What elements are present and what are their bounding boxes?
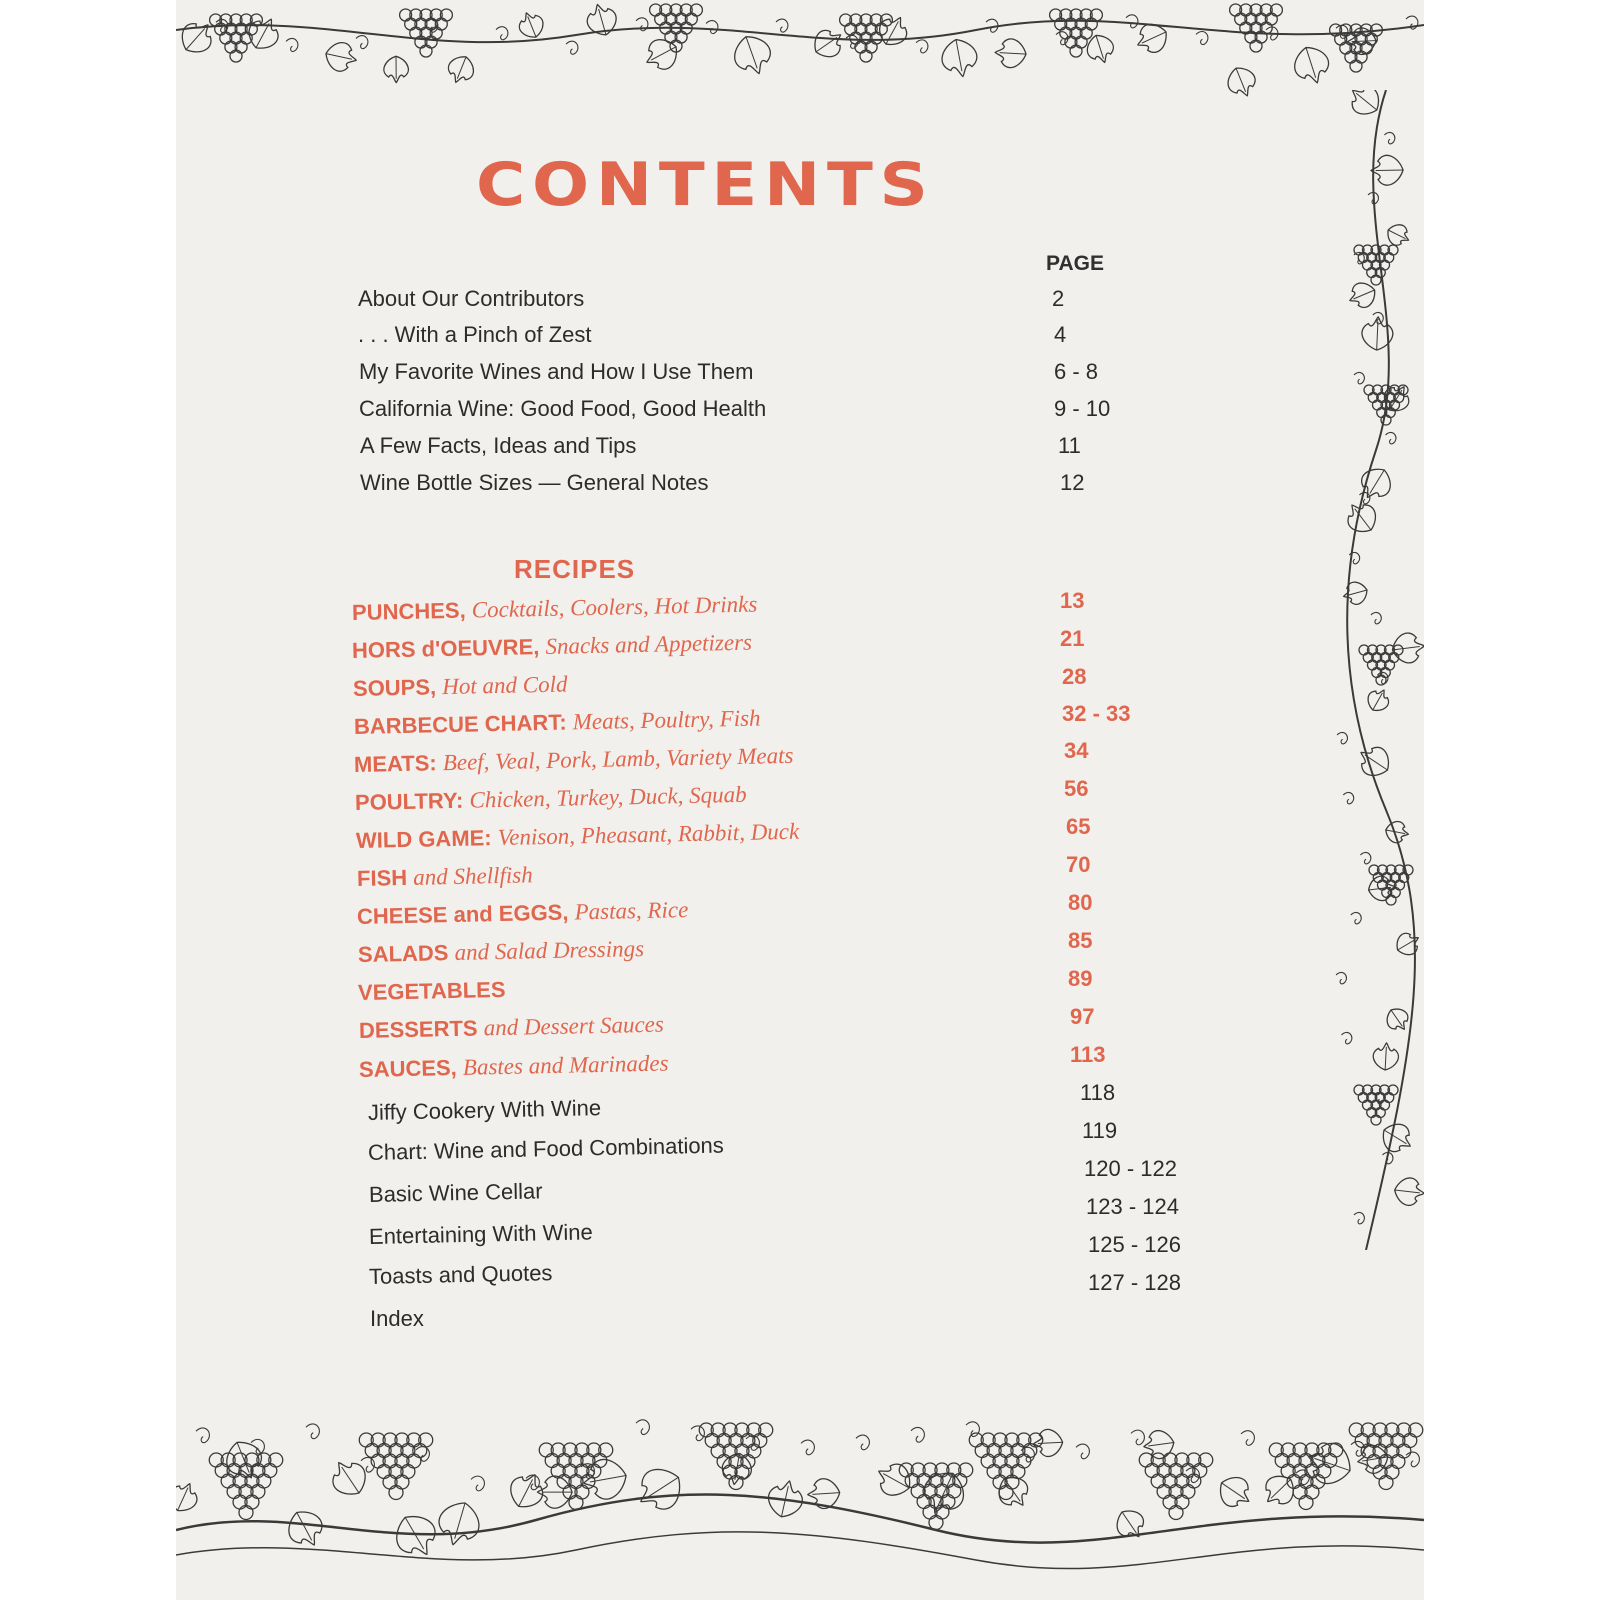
entry-title: California Wine: Good Food, Good Health [359,396,767,421]
entry-title: VEGETABLES [357,976,506,1005]
recipes-heading: RECIPES [514,554,636,584]
entry-page: 85 [1068,928,1093,953]
toc-entry [176,470,1424,504]
entry-title: SAUCES, Bastes and Marinades [358,1050,669,1082]
entry-title: A Few Facts, Ideas and Tips [360,433,637,458]
entry-page: 127 - 128 [1088,1270,1181,1295]
grapevine-border-bottom [176,1380,1424,1600]
entry-page: 65 [1066,814,1091,839]
toc-entry [176,396,1424,430]
toc-entry [176,1194,1424,1258]
entry-page: 6 - 8 [1054,359,1099,384]
recipe-entry [176,814,1424,862]
entry-page: 28 [1062,664,1087,689]
entry-title: Index [370,1306,424,1331]
entry-page: 97 [1070,1004,1095,1029]
entry-page: 70 [1066,852,1091,877]
entry-page: 34 [1064,738,1089,763]
entry-title: My Favorite Wines and How I Use Them [359,359,754,384]
recipe-entry [176,664,1424,710]
entry-page: 125 - 126 [1088,1232,1181,1257]
toc-entry [176,433,1424,467]
entry-title: About Our Contributors [358,286,585,311]
entry-page: 118 [1080,1080,1116,1105]
recipe-entry [176,776,1424,824]
entry-title: Wine Bottle Sizes — General Notes [360,470,709,495]
entry-page: 120 - 122 [1084,1156,1177,1181]
entry-title: FISH and Shellfish [356,862,533,891]
entry-page: 123 - 124 [1086,1194,1179,1219]
recipe-entry [176,852,1424,900]
entry-title: Chart: Wine and Food Combinations [367,1132,725,1165]
entry-title: Toasts and Quotes [368,1260,553,1289]
toc-entry [176,359,1424,393]
recipe-entry [176,928,1424,976]
grapevine-border-top [176,0,1424,118]
entry-page: 89 [1068,966,1093,991]
entry-page: 56 [1064,776,1089,801]
entry-page: 4 [1054,322,1067,347]
toc-entry [176,1080,1424,1134]
entry-title: Jiffy Cookery With Wine [367,1095,602,1125]
entry-title: HORS d'OEUVRE, Snacks and Appetizers [351,629,753,663]
toc-entry [176,322,1424,356]
entry-page: 113 [1070,1042,1106,1067]
entry-page: 9 - 10 [1054,396,1111,421]
recipe-entry [176,1042,1424,1091]
entry-title: PUNCHES, Cocktails, Coolers, Hot Drinks [351,591,758,625]
entry-title: Basic Wine Cellar [368,1178,543,1207]
entry-page: 12 [1060,470,1085,495]
entry-title: POULTRY: Chicken, Turkey, Duck, Squab [354,781,747,815]
entry-page: 11 [1058,433,1081,458]
entry-title: MEATS: Beef, Veal, Pork, Lamb, Variety Meats [353,742,794,777]
recipe-entry [176,966,1424,1014]
entry-title: CHEESE and EGGS, Pastas, Rice [356,897,689,929]
recipe-entry [176,738,1424,786]
entry-title: BARBECUE CHART: Meats, Poultry, Fish [353,705,761,739]
entry-page: 32 - 33 [1062,701,1131,726]
recipe-entry [176,588,1424,634]
entry-title: DESSERTS and Dessert Sauces [358,1011,665,1043]
entry-title: . . . With a Pinch of Zest [358,322,592,347]
entry-title: SALADS and Salad Dressings [357,936,645,967]
toc-entry [176,1156,1424,1216]
recipe-entry [176,1004,1424,1052]
entry-page: 21 [1060,626,1085,651]
recipe-entry [176,890,1424,938]
entry-title: SOUPS, Hot and Cold [352,671,568,701]
page-column-heading: PAGE [1046,252,1104,275]
entry-title: WILD GAME: Venison, Pheasant, Rabbit, Duck [355,818,800,853]
toc-entry [176,1118,1424,1174]
entry-title: Entertaining With Wine [368,1219,593,1249]
entry-page: 119 [1082,1118,1118,1143]
toc-entry [176,286,1424,320]
entry-page: 2 [1052,286,1065,311]
book-page [176,0,1424,1600]
recipe-entry [176,626,1424,672]
entry-page: 13 [1060,588,1085,613]
entry-page: 80 [1068,890,1093,915]
recipe-entry [176,701,1424,748]
page-title: CONTENTS [476,150,935,220]
